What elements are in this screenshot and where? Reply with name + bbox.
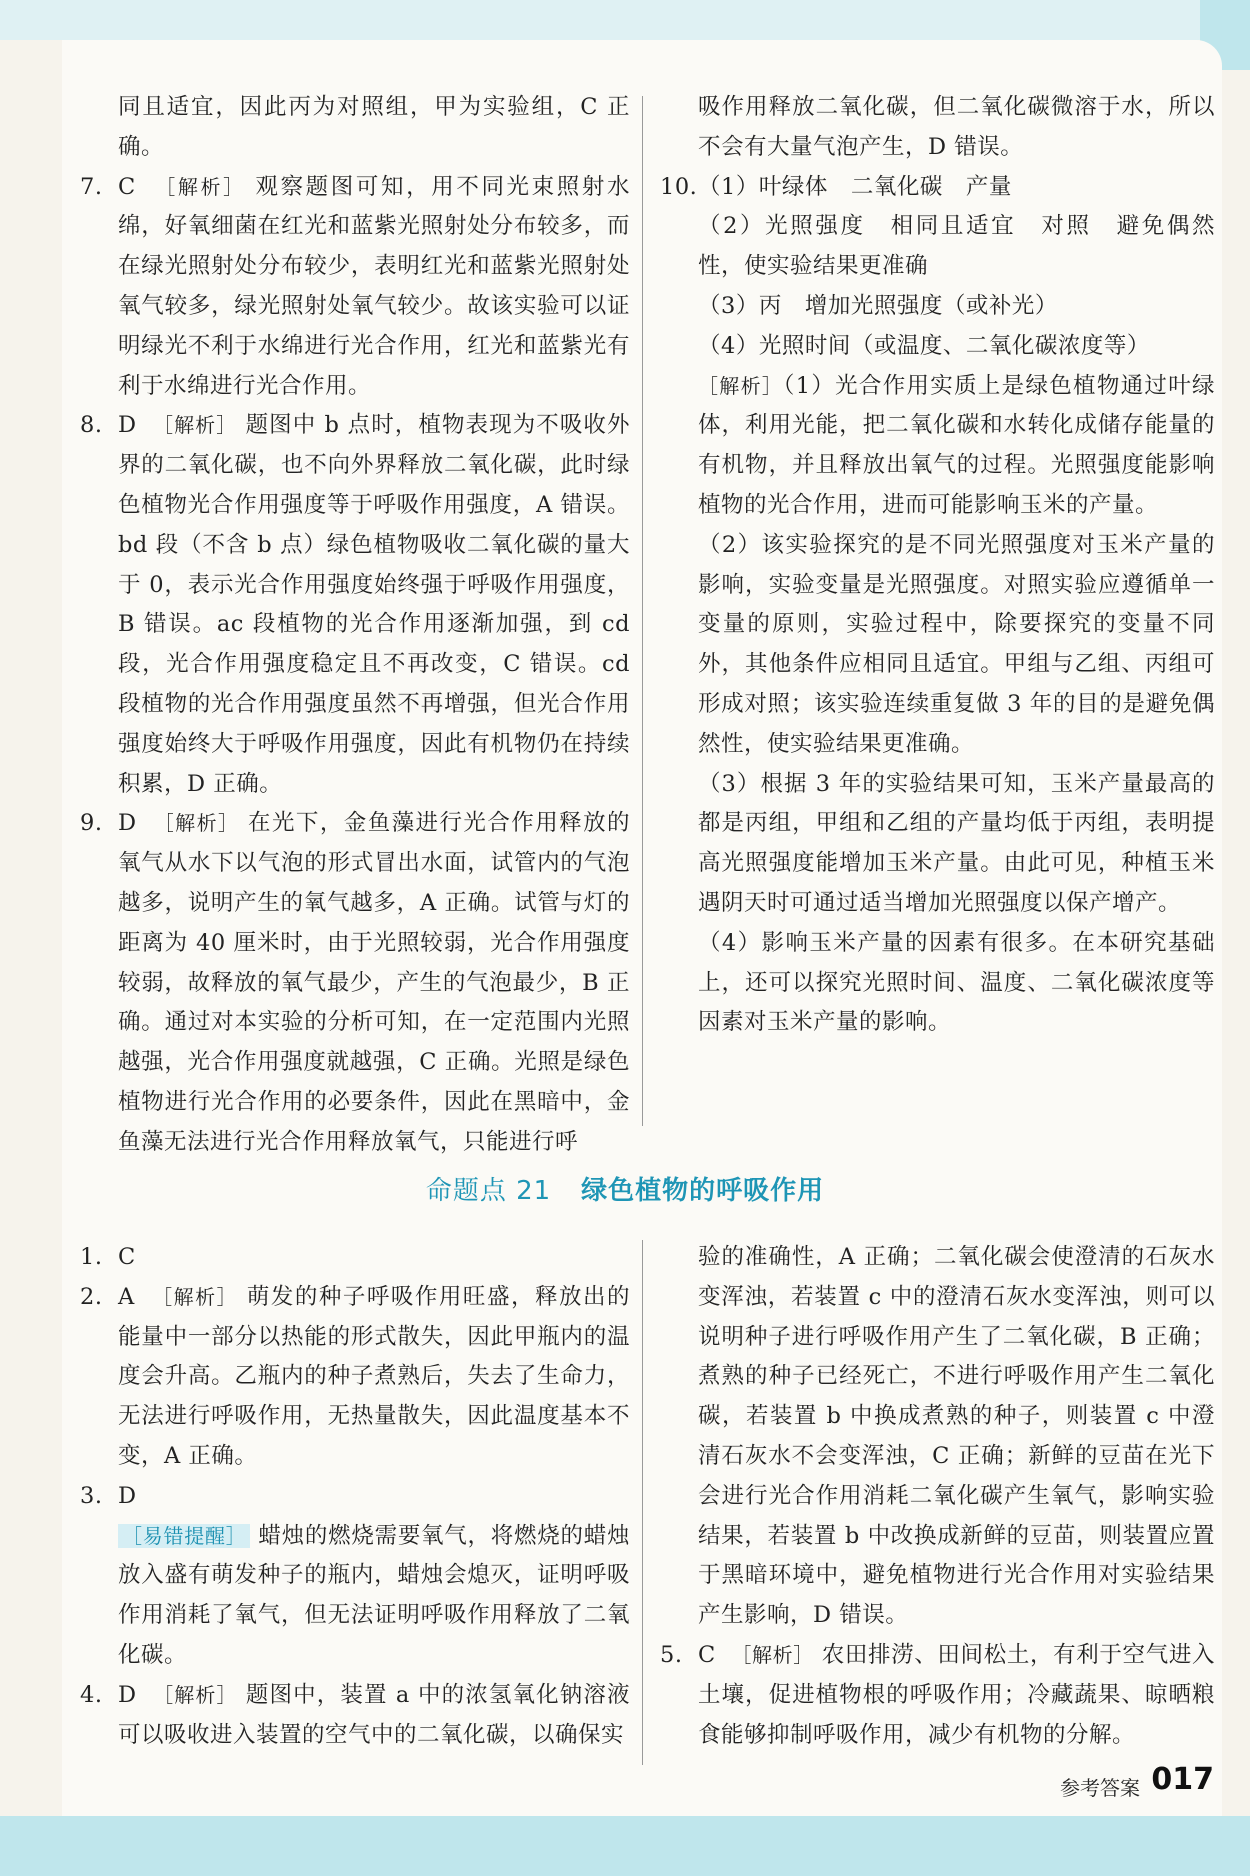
answer-item-7 — [80, 168, 630, 407]
answer-choice: D — [118, 1482, 137, 1509]
analysis-tag: ［解析］ — [153, 413, 238, 438]
section-heading — [0, 1170, 1250, 1207]
analysis-part-3: （3）根据 3 年的实验结果可知，玉米产量最高的都是丙组，甲组和乙组的产量均低于丙组，表明提高光照强度能增加玉米产量。由此可见，种植玉米遇阴天时可通过适当增加光照强度以保产增产。 — [698, 770, 1215, 916]
upper-right-column — [660, 88, 1215, 1043]
footer-label: 参考答案 — [1060, 1776, 1140, 1800]
item-number: 5. — [660, 1641, 683, 1668]
answer-part-2: （2）光照强度 相同且适宜 对照 避免偶然性，使实验结果更准确 — [698, 213, 1215, 280]
answer-item-9 — [80, 804, 630, 1162]
analysis-part-4: （4）影响玉米产量的因素有很多。在本研究基础上，还可以探究光照时间、温度、二氧化碳浓度等因素对玉米产量的影响。 — [698, 929, 1215, 1036]
section-title: 绿色植物的呼吸作用 — [581, 1176, 825, 1206]
column-divider-upper — [642, 96, 643, 1126]
analysis-tag: ［解析］ — [155, 174, 246, 199]
answer-item-10 — [660, 168, 1215, 1044]
answer-choice: D — [118, 1681, 137, 1708]
answer-part-4: （4）光照时间（或温度、二氧化碳浓度等） — [698, 332, 1150, 359]
answer-choice: C — [118, 173, 136, 200]
item-number: 2. — [80, 1283, 103, 1310]
answer-item-8 — [80, 406, 630, 804]
item-number: 3. — [80, 1482, 103, 1509]
item-number: 9. — [80, 810, 103, 837]
answer-choice: D — [118, 412, 137, 439]
analysis-text: 题图中 b 点时，植物表现为不吸收外界的二氧化碳，也不向外界释放二氧化碳，此时绿色植物光合作用强度等于呼吸作用强度，A 错误。bd 段（不含 b 点）绿色植物吸收二氧化碳的量大于 0，表示光合作用强度始终强于呼吸作用强度，B 错误。ac 段植物的光合作用逐渐加强，到 cd 段，光合作用强度稳定且不再改变，C 错误。cd 段植物的光合作用强度虽然不再增强，但光合作用强度始终大于呼吸作用强度，因此有机物仍在持续积累，D 正确。 — [118, 412, 630, 797]
lower-right-column — [660, 1238, 1215, 1755]
analysis-tag: ［解析］ — [698, 373, 784, 398]
error-warning-tag: ［易错提醒］ — [118, 1524, 250, 1548]
answer-item-5 — [660, 1636, 1215, 1755]
answer-choice: C — [118, 1244, 136, 1270]
upper-left-column — [80, 88, 630, 1163]
analysis-text: 题图中，装置 a 中的浓氢氧化钠溶液可以吸收进入装置的空气中的二氧化碳，以确保实 — [118, 1681, 630, 1748]
answer-choice: D — [118, 810, 137, 837]
answer-item-2 — [80, 1278, 630, 1477]
answer-part-3: （3）丙 增加光照强度（或补光） — [698, 292, 1058, 319]
bottom-band — [0, 1816, 1250, 1876]
continued-text: 吸作用释放二氧化碳，但二氧化碳微溶于水，所以不会有大量气泡产生，D 错误。 — [698, 94, 1215, 160]
answer-choice: C — [698, 1641, 716, 1668]
analysis-text: 萌发的种子呼吸作用旺盛，释放出的能量中一部分以热能的形式散失，因此甲瓶内的温度会升高。乙瓶内的种子煮熟后，失去了生命力，无法进行呼吸作用，无热量散失，因此温度基本不变，A 正确。 — [118, 1283, 631, 1469]
item-number: 1. — [80, 1244, 103, 1270]
lower-left-column — [80, 1238, 630, 1755]
analysis-part-1: （1）光合作用实质上是绿色植物通过叶绿体，利用光能，把二氧化碳和水转化成储存能量的有机物，并且释放出氧气的过程。光照强度能影响植物的光合作用，进而可能影响玉米的产量。 — [698, 372, 1215, 518]
analysis-part-2: （2）该实验探究的是不同光照强度对玉米产量的影响，实验变量是光照强度。对照实验应遵循单一变量的原则，实验过程中，除要探究的变量不同外，其他条件应相同且适宜。甲组与乙组、丙组可形成对照；该实验连续重复做 3 年的目的是避免偶然性，使实验结果更准确。 — [698, 531, 1215, 757]
analysis-tag: ［解析］ — [153, 811, 240, 836]
analysis-text: 在光下，金鱼藻进行光合作用释放的氧气从水下以气泡的形式冒出水面，试管内的气泡越多，说明产生的氧气越多，A 正确。试管与灯的距离为 40 厘米时，由于光照较弱，光合作用强度较弱，故释放的氧气最少，产生的气泡最少，B 正确。通过对本实验的分析可知，在一定范围内光照越强，光合作用强度就越强，C 正确。光照是绿色植物进行光合作用的必要条件，因此在黑暗中，金鱼藻无法进行光合作用释放氧气，只能进行呼 — [118, 810, 631, 1155]
item-number: 7. — [80, 173, 103, 200]
item-number: 4. — [80, 1681, 103, 1708]
column-divider-lower — [642, 1240, 643, 1765]
page-number: 017 — [1151, 1762, 1214, 1797]
answer-item-1 — [80, 1238, 630, 1278]
analysis-text: 农田排涝、田间松土，有利于空气进入土壤，促进植物根的呼吸作用；冷藏蔬果、晾晒粮食能够抑制呼吸作用，减少有机物的分解。 — [698, 1641, 1215, 1748]
answer-item-3 — [80, 1477, 630, 1676]
analysis-tag: ［解析］ — [152, 1284, 239, 1309]
answer-part-1: （1）叶绿体 二氧化碳 产量 — [698, 173, 1012, 200]
analysis-tag: ［解析］ — [731, 1642, 814, 1667]
continued-text: 验的准确性，A 正确；二氧化碳会使澄清的石灰水变浑浊，若装置 c 中的澄清石灰水变浑浊，则可以说明种子进行呼吸作用产生了二氧化碳，B 正确；煮熟的种子已经死亡，不进行呼吸作用产生二氧化碳，若装置 b 中换成煮熟的种子，则装置 c 中澄清石灰水不会变浑浊，C 正确；新鲜的豆苗在光下会进行光合作用消耗二氧化碳产生氧气，影响实验结果，若装置 b 中改换成新鲜的豆苗，则装置应置于黑暗环境中，避免植物进行光合作用对实验结果产生影响，D 错误。 — [698, 1244, 1215, 1629]
warning-text: 蜡烛的燃烧需要氧气，将燃烧的蜡烛放入盛有萌发种子的瓶内，蜡烛会熄灭，证明呼吸作用消耗了氧气，但无法证明呼吸作用释放了二氧化碳。 — [118, 1522, 630, 1668]
item-number: 8. — [80, 412, 103, 439]
answer-item-4 — [80, 1676, 630, 1756]
section-number: 命题点 21 — [425, 1176, 552, 1206]
top-band — [0, 0, 1250, 40]
analysis-tag: ［解析］ — [153, 1682, 238, 1707]
analysis-text: 观察题图可知，用不同光束照射水绵，好氧细菌在红光和蓝紫光照射处分布较多，而在绿光照射处分布较少，表明红光和蓝紫光照射处氧气较多，绿光照射处氧气较少。故该实验可以证明绿光不利于水绵进行光合作用，红光和蓝紫光有利于水绵进行光合作用。 — [118, 173, 630, 399]
item-number: 10. — [660, 173, 698, 200]
continued-text: 同且适宜，因此丙为对照组，甲为实验组，C 正确。 — [118, 94, 630, 160]
answer-choice: A — [118, 1283, 135, 1310]
